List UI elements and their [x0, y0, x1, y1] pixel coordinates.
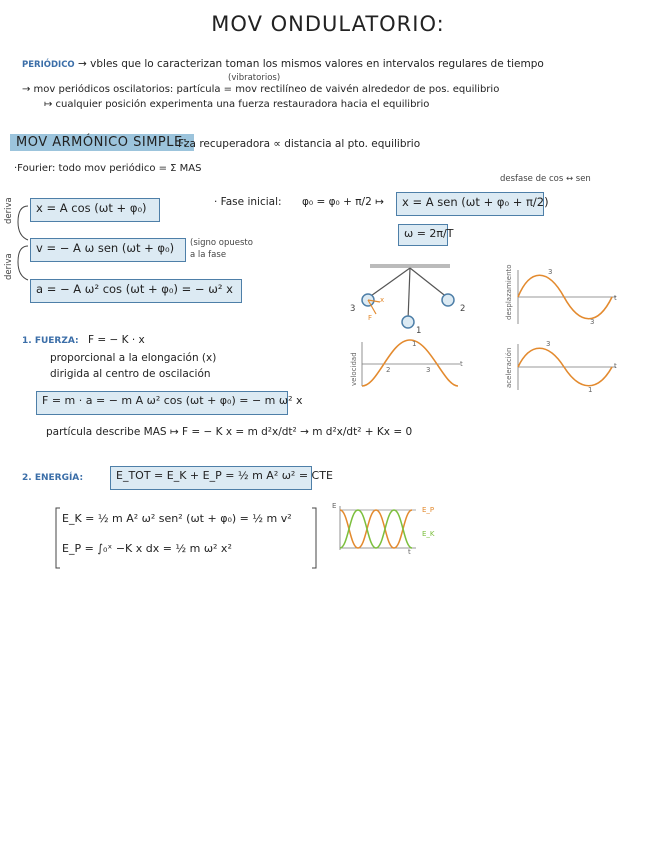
x-sen-equation: x = A sen (ωt + φ₀ + π/2)	[396, 192, 544, 216]
acceleration-t-label: t	[614, 362, 617, 370]
mas-definition: Fza recuperadora ∝ distancia al pto. equilibrio	[178, 138, 421, 150]
pendulum-diagram	[354, 264, 464, 334]
fuerza-box: F = m · a = − m A ω² cos (ωt + φ₀) = − m ω² x	[36, 391, 288, 415]
pendulum-label-2: 2	[460, 304, 466, 314]
deriva-label-1: deriva	[4, 197, 14, 224]
displacement-graph	[518, 268, 618, 326]
v-note-1: (signo opuesto	[190, 238, 253, 248]
displacement-axis-label: desplazamiento	[505, 264, 513, 320]
fuerza-formula: F = − K · x	[87, 334, 145, 346]
pendulum-x-label: x	[380, 296, 385, 304]
a-equation: a = − A ω² cos (ωt + φ₀) = − ω² x	[30, 279, 242, 303]
energy-e-label: E	[332, 502, 337, 510]
fuerza-label: 1. FUERZA:	[22, 336, 79, 346]
displacement-t-label: t	[614, 294, 617, 302]
ek-equation: E_K = ½ m A² ω² sen² (ωt + φ₀) = ½ m v²	[62, 512, 292, 525]
mas-heading: MOV ARMÓNICO SIMPLE:	[10, 134, 194, 151]
energia-box: E_TOT = E_K + E_P = ½ m A² ω² = CTE	[110, 466, 312, 490]
energy-ep-label: E_P	[422, 506, 435, 514]
periodic-line	[22, 58, 544, 70]
velocity-axis-label: velocidad	[350, 352, 358, 386]
pendulum-label-3: 3	[350, 304, 356, 314]
x-equation: x = A cos (ωt + φ₀)	[30, 198, 160, 222]
fase-formula: φ₀ = φ₀ + π/2 ↦	[302, 196, 384, 208]
acceleration-axis-label: aceleración	[505, 347, 513, 388]
fourier-line: ·Fourier: todo mov periódico = Σ MAS	[14, 163, 202, 174]
fuerza-line-1: proporcional a la elongación (x)	[50, 352, 217, 364]
v-note-2: a la fase	[190, 250, 227, 260]
energy-ek-label: E_K	[422, 530, 435, 538]
displacement-peak-label: 3	[548, 268, 553, 276]
mas-differential-line: partícula describe MAS ↦ F = − K x = m d²x/dt² → m d²x/dt² + Kx = 0	[46, 426, 413, 438]
displacement-trough-label: 3	[590, 318, 595, 326]
energy-t-label: t	[408, 548, 411, 556]
velocity-peak-label: 1	[412, 340, 417, 348]
pendulum-label-1: 1	[416, 326, 422, 336]
page-title: MOV ONDULATORIO:	[211, 12, 445, 36]
fuerza-heading	[22, 334, 145, 346]
desfase-note: desfase de cos ↔ sen	[500, 174, 591, 184]
osc-line: → mov periódicos oscilatorios: partícula = mov rectilíneo de vaivén alrededor de pos. equilibrio	[22, 84, 500, 95]
fuerza-line-2: dirigida al centro de oscilación	[50, 368, 211, 380]
periodic-text: vbles que lo caracterizan toman los mismos valores en intervalos regulares de tiempo	[90, 58, 544, 70]
acceleration-peak-label: 3	[546, 340, 551, 348]
periodic-arrow: →	[78, 58, 87, 70]
velocity-label-3: 3	[426, 366, 431, 374]
osc-line-2: ↦ cualquier posición experimenta una fuerza restauradora hacia el equilibrio	[44, 99, 430, 110]
pendulum-force-label: F	[368, 314, 373, 322]
periodic-label: PERIÓDICO	[22, 60, 75, 70]
osc-note: (vibratorios)	[228, 73, 281, 83]
v-equation: v = − A ω sen (ωt + φ₀)	[30, 238, 186, 262]
deriva-label-2: deriva	[4, 253, 14, 280]
energy-graph	[340, 506, 420, 552]
acceleration-graph	[518, 342, 618, 392]
fase-label: · Fase inicial:	[214, 196, 282, 208]
energia-label: 2. ENERGÍA:	[22, 473, 84, 483]
velocity-label-2: 2	[386, 366, 391, 374]
acceleration-trough-label: 1	[588, 386, 593, 394]
velocity-t-label: t	[460, 360, 463, 368]
ep-equation: E_P = ∫₀ˣ −K x dx = ½ m ω² x²	[62, 542, 232, 555]
omega-equation: ω = 2π/T	[398, 224, 448, 246]
